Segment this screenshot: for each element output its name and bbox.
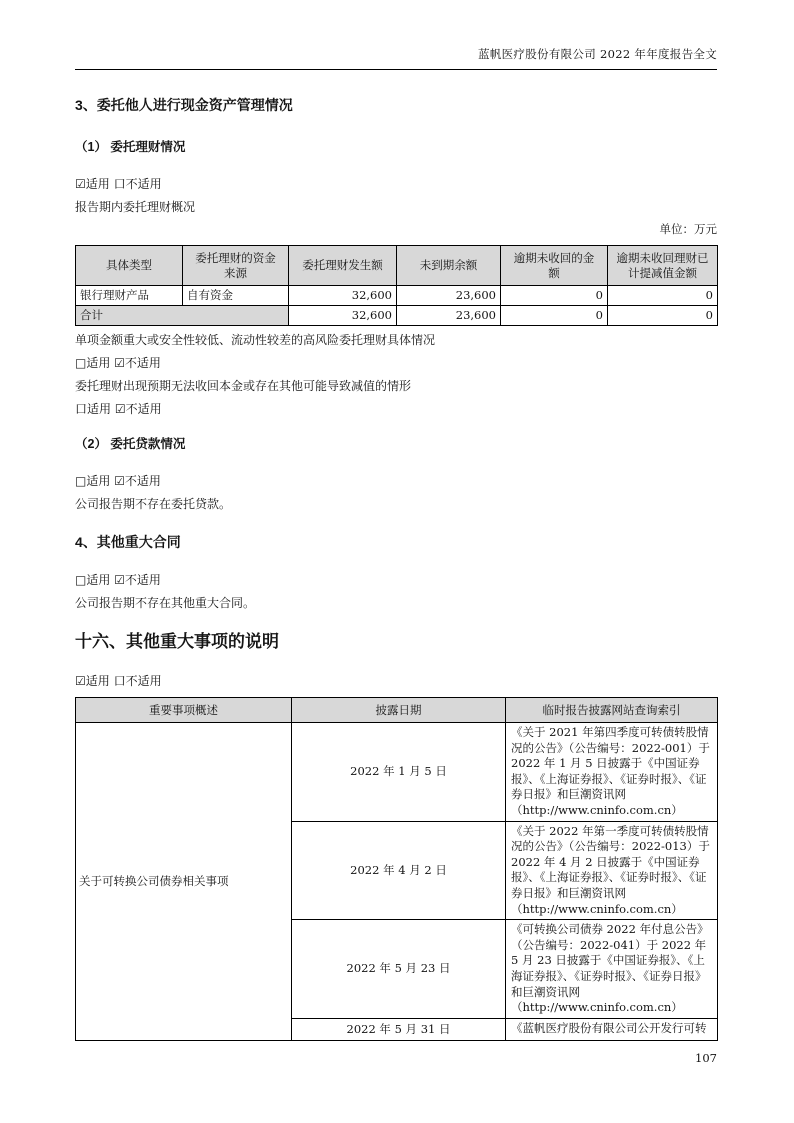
cell-impairment: 0 [608,286,718,306]
col-header: 逾期未收回理财已计提减值金额 [608,246,718,286]
body-line: 公司报告期不存在委托贷款。 [75,497,232,511]
table-header-row [76,246,718,286]
applicable-line: ☑适用 口不适用 [75,177,162,191]
heading-section-16: 十六、其他重大事项的说明 [75,632,279,651]
major-events-table [75,697,718,1041]
heading-section-3-2: （2） 委托贷款情况 [75,437,186,451]
col-header: 逾期未收回的金额 [501,246,608,286]
body-line: 公司报告期不存在其他重大合同。 [75,596,256,610]
table-row [76,723,718,822]
disclosure-date: 2022 年 5 月 23 日 [292,920,506,1019]
applicable-line: □适用 ☑不适用 [75,573,161,587]
applicable-line: □适用 ☑不适用 [75,356,161,370]
col-header: 重要事项概述 [76,698,292,723]
applicable-line: ☑适用 口不适用 [75,674,162,688]
cell-type: 银行理财产品 [76,286,183,306]
disclosure-date: 2022 年 5 月 31 日 [292,1018,506,1040]
table-total-row [76,306,718,326]
col-header: 披露日期 [292,698,506,723]
col-header: 委托理财发生额 [289,246,397,286]
total-amount: 32,600 [289,306,397,326]
cell-balance: 23,600 [397,286,501,306]
note-impairment: 委托理财出现预期无法收回本金或存在其他可能导致减值的情形 [75,379,412,393]
cell-amount: 32,600 [289,286,397,306]
disclosure-index: 《关于 2021 年第四季度可转债转股情况的公告》（公告编号：2022-001）于 2022 年 1 月 5 日披露于《中国证券报》、《上海证券报》、《证券时报》、《证券日报》和巨潮资讯网（http://www.cninfo.com.cn） [506,723,718,822]
applicable-line: 口适用 ☑不适用 [75,402,162,416]
total-impairment: 0 [608,306,718,326]
total-label: 合计 [76,306,289,326]
table-row [76,286,718,306]
col-header: 具体类型 [76,246,183,286]
event-subject: 关于可转换公司债券相关事项 [76,723,292,1041]
total-balance: 23,600 [397,306,501,326]
disclosure-date: 2022 年 1 月 5 日 [292,723,506,822]
disclosure-index: 《关于 2022 年第一季度可转债转股情况的公告》（公告编号：2022-013）于 2022 年 4 月 2 日披露于《中国证券报》、《上海证券报》、《证券时报》、《证券日报》和巨潮资讯网（http://www.cninfo.com.cn） [506,821,718,920]
unit-label: 单位：万元 [659,222,717,236]
cell-fund-source: 自有资金 [183,286,289,306]
applicable-line: □适用 ☑不适用 [75,474,161,488]
report-header: 蓝帆医疗股份有限公司 2022 年年度报告全文 [75,46,717,70]
col-header: 委托理财的资金来源 [183,246,289,286]
cell-overdue: 0 [501,286,608,306]
table-header-row [76,698,718,723]
disclosure-index: 《蓝帆医疗股份有限公司公开发行可转 [506,1018,718,1040]
total-overdue: 0 [501,306,608,326]
heading-section-3-1: （1） 委托理财情况 [75,140,186,154]
page-number: 107 [695,1051,717,1065]
disclosure-date: 2022 年 4 月 2 日 [292,821,506,920]
note-high-risk: 单项金额重大或安全性较低、流动性较差的高风险委托理财具体情况 [75,333,436,347]
heading-section-4: 4、其他重大合同 [75,534,181,550]
disclosure-index: 《可转换公司债券 2022 年付息公告》（公告编号：2022-041）于 2022 年 5 月 23 日披露于《中国证券报》、《上海证券报》、《证券时报》、《证券日报》和巨潮资讯网（http://www.cninfo.com.cn） [506,920,718,1019]
intro-line: 报告期内委托理财概况 [75,200,196,214]
entrusted-wealth-table [75,245,718,326]
col-header: 未到期余额 [397,246,501,286]
heading-section-3: 3、委托他人进行现金资产管理情况 [75,97,293,113]
col-header: 临时报告披露网站查询索引 [506,698,718,723]
